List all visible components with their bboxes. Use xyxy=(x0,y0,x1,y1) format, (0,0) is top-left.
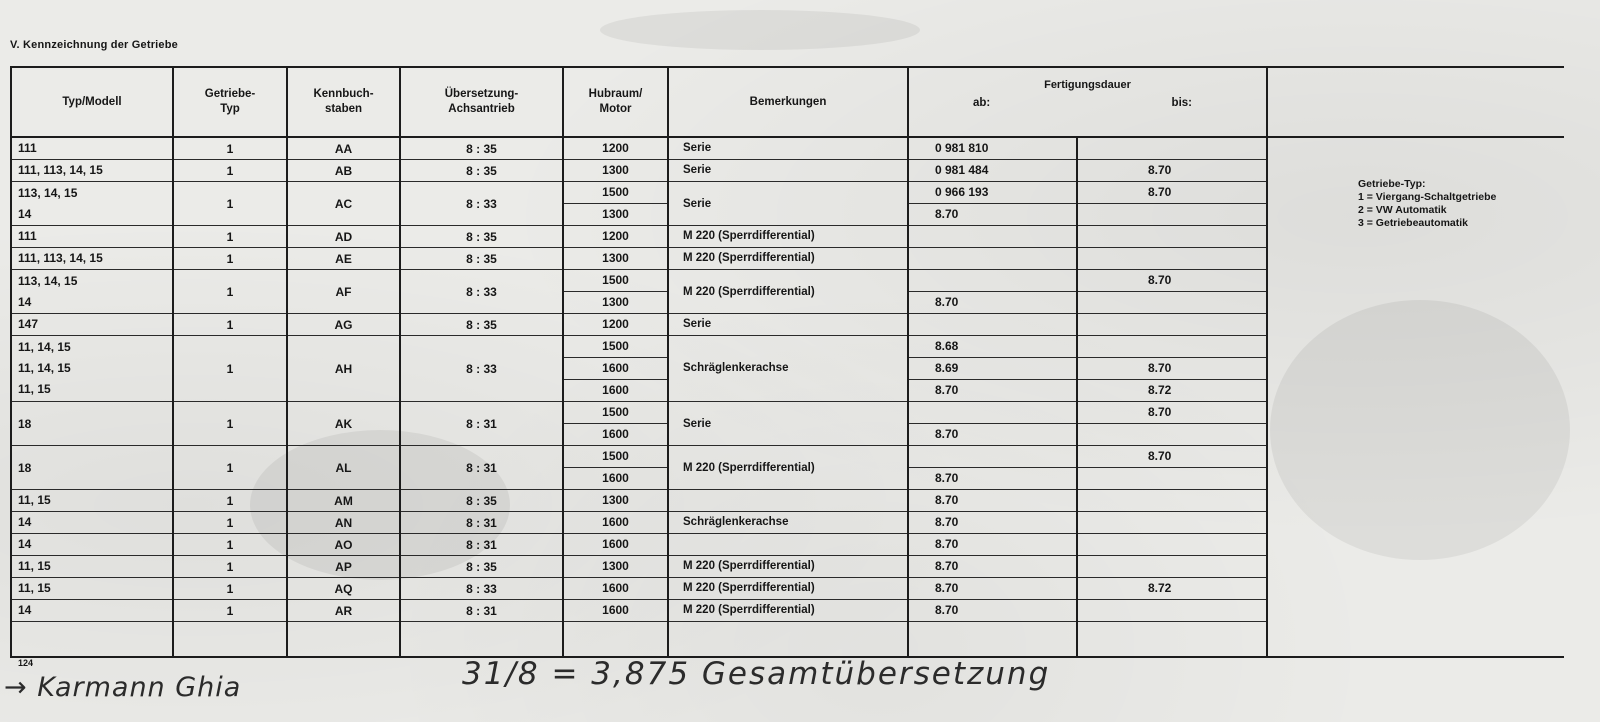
cell-empty xyxy=(1267,556,1564,578)
hubraum-value: 1600 xyxy=(602,471,629,485)
cell-uebersetzung: 8 : 31 xyxy=(400,446,563,490)
handwritten-note-center: 31/8 = 3,875 Gesamtübersetzung xyxy=(462,656,1051,692)
fertigung-bis-value xyxy=(1078,248,1266,269)
gearbox-type-legend xyxy=(1358,178,1496,230)
hubraum-value: 1500 xyxy=(564,270,667,292)
cell-kennbuchstaben: AB xyxy=(287,160,400,182)
fertigung-ab-value: 8.70 xyxy=(935,537,959,551)
cell-hubraum xyxy=(563,556,668,578)
cell-bemerkungen: M 220 (Sperrdifferential) xyxy=(668,446,908,490)
cell-hubraum xyxy=(563,490,668,512)
cell-hubraum xyxy=(563,182,668,226)
hubraum-value: 1200 xyxy=(602,229,629,243)
cell-ab xyxy=(908,578,1077,600)
hubraum-value: 1300 xyxy=(602,163,629,177)
cell-getriebe-typ: 1 xyxy=(173,160,287,182)
cell-kennbuchstaben: AA xyxy=(287,137,400,160)
fertigung-bis-value: 8.72 xyxy=(1148,581,1172,595)
cell-ab xyxy=(908,336,1077,402)
hubraum-value: 1500 xyxy=(564,182,667,204)
table-row xyxy=(11,182,1564,226)
cell-uebersetzung: 8 : 35 xyxy=(400,160,563,182)
fertigung-bis-value xyxy=(1078,138,1266,159)
fertigung-ab-value: 8.70 xyxy=(935,295,959,309)
cell-getriebe-typ: 1 xyxy=(173,336,287,402)
header-fertigungsdauer: Fertigungsdauer ab: bis: xyxy=(908,67,1267,137)
hubraum-value: 1500 xyxy=(564,336,667,358)
table-footer-space xyxy=(11,622,1564,658)
fertigung-bis-value xyxy=(1078,490,1266,511)
fertigung-bis-value xyxy=(1078,534,1266,555)
cell-kennbuchstaben: AR xyxy=(287,600,400,622)
cell-ab xyxy=(908,160,1077,182)
table-row xyxy=(11,137,1564,160)
gearbox-table xyxy=(10,66,1564,658)
cell-typ-modell: 18 xyxy=(11,446,173,490)
cell-bemerkungen: Serie xyxy=(668,402,908,446)
header-bis: bis: xyxy=(1171,97,1192,109)
cell-bemerkungen: Serie xyxy=(668,314,908,336)
fertigung-ab-value: 8.68 xyxy=(909,336,1076,358)
cell-getriebe-typ: 1 xyxy=(173,248,287,270)
cell-bis xyxy=(1077,534,1267,556)
header-bemerkungen: Bemerkungen xyxy=(668,67,908,137)
fertigung-bis-value: 8.70 xyxy=(1148,163,1172,177)
cell-bemerkungen: M 220 (Sperrdifferential) xyxy=(668,600,908,622)
hubraum-value: 1600 xyxy=(602,427,629,441)
cell-kennbuchstaben: AG xyxy=(287,314,400,336)
cell-empty xyxy=(1267,490,1564,512)
cell-bis xyxy=(1077,446,1267,490)
scan-smudge xyxy=(600,10,920,50)
cell-typ-modell: 14 xyxy=(11,600,173,622)
cell-getriebe-typ: 1 xyxy=(173,446,287,490)
cell-hubraum xyxy=(563,578,668,600)
cell-kennbuchstaben: AQ xyxy=(287,578,400,600)
cell-typ-modell: 111, 113, 14, 15 xyxy=(11,160,173,182)
cell-uebersetzung: 8 : 31 xyxy=(400,402,563,446)
cell-uebersetzung: 8 : 35 xyxy=(400,226,563,248)
hubraum-value: 1600 xyxy=(602,383,629,397)
footer-cell xyxy=(11,622,173,658)
cell-bemerkungen: M 220 (Sperrdifferential) xyxy=(668,270,908,314)
fertigung-ab-value: 8.70 xyxy=(935,207,959,221)
cell-uebersetzung: 8 : 33 xyxy=(400,270,563,314)
fertigung-ab-value: 8.70 xyxy=(935,603,959,617)
fertigung-bis-value: 8.70 xyxy=(1078,402,1266,424)
fertigung-ab-value: 0 981 810 xyxy=(935,141,989,155)
cell-hubraum xyxy=(563,226,668,248)
cell-ab xyxy=(908,534,1077,556)
hubraum-value: 1300 xyxy=(602,493,629,507)
cell-hubraum xyxy=(563,160,668,182)
hubraum-value: 1600 xyxy=(602,537,629,551)
cell-kennbuchstaben: AC xyxy=(287,182,400,226)
cell-bis xyxy=(1077,336,1267,402)
cell-bemerkungen: M 220 (Sperrdifferential) xyxy=(668,556,908,578)
cell-typ-modell: 14 xyxy=(11,534,173,556)
fertigung-ab-value: 0 981 484 xyxy=(935,163,989,177)
cell-bis xyxy=(1077,512,1267,534)
hubraum-value: 1600 xyxy=(602,581,629,595)
cell-bis xyxy=(1077,578,1267,600)
header-empty xyxy=(1267,67,1564,137)
cell-bemerkungen: Serie xyxy=(668,137,908,160)
cell-empty xyxy=(1267,600,1564,622)
fertigung-bis-value: 8.72 xyxy=(1148,383,1172,397)
cell-typ-modell: 11, 15 xyxy=(11,578,173,600)
cell-uebersetzung: 8 : 35 xyxy=(400,248,563,270)
hubraum-value: 1500 xyxy=(564,446,667,468)
header-getriebe-typ: Getriebe- Typ xyxy=(173,67,287,137)
cell-ab xyxy=(908,270,1077,314)
hubraum-value: 1300 xyxy=(602,295,629,309)
table-row xyxy=(11,578,1564,600)
cell-typ-modell: 11, 15 xyxy=(11,490,173,512)
cell-hubraum xyxy=(563,336,668,402)
cell-getriebe-typ: 1 xyxy=(173,512,287,534)
fertigung-ab-value xyxy=(909,226,1076,247)
fertigung-ab-value: 8.70 xyxy=(935,493,959,507)
cell-ab xyxy=(908,556,1077,578)
hubraum-value: 1200 xyxy=(602,317,629,331)
cell-bis xyxy=(1077,248,1267,270)
cell-typ-modell: 11, 15 xyxy=(11,556,173,578)
hubraum-value: 1600 xyxy=(602,603,629,617)
hubraum-value: 1600 xyxy=(602,515,629,529)
cell-bis xyxy=(1077,226,1267,248)
header-kennbuchstaben: Kennbuch- staben xyxy=(287,67,400,137)
table-row xyxy=(11,160,1564,182)
hubraum-value: 1300 xyxy=(602,251,629,265)
footer-cell xyxy=(908,622,1077,658)
cell-typ-modell: 11, 14, 15 11, 14, 15 11, 15 xyxy=(11,336,173,402)
cell-kennbuchstaben: AE xyxy=(287,248,400,270)
cell-bis xyxy=(1077,314,1267,336)
footer-cell xyxy=(173,622,287,658)
cell-typ-modell: 113, 14, 15 14 xyxy=(11,270,173,314)
cell-ab xyxy=(908,226,1077,248)
fertigung-bis-value: 8.70 xyxy=(1078,446,1266,468)
legend-item: 2 = VW Automatik xyxy=(1358,204,1447,216)
cell-uebersetzung: 8 : 35 xyxy=(400,137,563,160)
fertigung-bis-value xyxy=(1078,512,1266,533)
fertigung-ab-value: 8.70 xyxy=(935,559,959,573)
cell-uebersetzung: 8 : 31 xyxy=(400,600,563,622)
cell-bis xyxy=(1077,160,1267,182)
cell-empty xyxy=(1267,446,1564,490)
table-row xyxy=(11,534,1564,556)
fertigung-bis-value: 8.70 xyxy=(1078,358,1266,380)
fertigung-ab-value: 8.70 xyxy=(935,471,959,485)
fertigung-ab-value xyxy=(909,314,1076,335)
table-row xyxy=(11,226,1564,248)
header-uebersetzung: Übersetzung- Achsantrieb xyxy=(400,67,563,137)
fertigung-bis-value xyxy=(1078,314,1266,335)
cell-ab xyxy=(908,402,1077,446)
cell-bemerkungen: Serie xyxy=(668,160,908,182)
header-hubraum-motor: Hubraum/ Motor xyxy=(563,67,668,137)
header-row xyxy=(11,67,1564,137)
cell-bis xyxy=(1077,182,1267,226)
cell-ab xyxy=(908,182,1077,226)
cell-hubraum xyxy=(563,534,668,556)
fertigung-ab-value: 8.70 xyxy=(935,427,959,441)
cell-empty xyxy=(1267,336,1564,402)
cell-hubraum xyxy=(563,248,668,270)
cell-hubraum xyxy=(563,270,668,314)
cell-hubraum xyxy=(563,402,668,446)
fertigung-bis-value: 8.70 xyxy=(1078,182,1266,204)
fertigung-bis-value xyxy=(1078,336,1266,358)
cell-empty xyxy=(1267,512,1564,534)
cell-ab xyxy=(908,446,1077,490)
cell-hubraum xyxy=(563,512,668,534)
cell-bemerkungen: M 220 (Sperrdifferential) xyxy=(668,226,908,248)
footer-cell xyxy=(287,622,400,658)
table-row xyxy=(11,336,1564,402)
cell-bis xyxy=(1077,270,1267,314)
fertigung-bis-value xyxy=(1078,292,1266,313)
cell-bis xyxy=(1077,490,1267,512)
footer-cell xyxy=(563,622,668,658)
cell-getriebe-typ: 1 xyxy=(173,314,287,336)
fertigung-ab-value: 8.69 xyxy=(909,358,1076,380)
header-typ-modell: Typ/Modell xyxy=(11,67,173,137)
cell-typ-modell: 14 xyxy=(11,512,173,534)
cell-typ-modell: 147 xyxy=(11,314,173,336)
fertigung-bis-value xyxy=(1078,600,1266,621)
table-row xyxy=(11,490,1564,512)
cell-kennbuchstaben: AK xyxy=(287,402,400,446)
cell-getriebe-typ: 1 xyxy=(173,137,287,160)
cell-getriebe-typ: 1 xyxy=(173,182,287,226)
cell-typ-modell: 18 xyxy=(11,402,173,446)
fertigung-ab-value: 8.70 xyxy=(935,383,959,397)
cell-kennbuchstaben: AO xyxy=(287,534,400,556)
cell-bemerkungen xyxy=(668,490,908,512)
cell-kennbuchstaben: AN xyxy=(287,512,400,534)
fertigung-ab-value: 8.70 xyxy=(935,581,959,595)
fertigung-ab-value xyxy=(909,402,1076,424)
handwritten-note-left: → Karmann Ghia xyxy=(4,672,242,703)
cell-bis xyxy=(1077,600,1267,622)
cell-empty xyxy=(1267,137,1564,160)
footer-cell xyxy=(1267,622,1564,658)
cell-getriebe-typ: 1 xyxy=(173,270,287,314)
fertigung-ab-value: 0 966 193 xyxy=(909,182,1076,204)
cell-bemerkungen: M 220 (Sperrdifferential) xyxy=(668,248,908,270)
cell-uebersetzung: 8 : 35 xyxy=(400,490,563,512)
cell-typ-modell: 111 xyxy=(11,226,173,248)
cell-bemerkungen: Schräglenkerachse xyxy=(668,336,908,402)
cell-uebersetzung: 8 : 33 xyxy=(400,182,563,226)
cell-ab xyxy=(908,248,1077,270)
cell-getriebe-typ: 1 xyxy=(173,490,287,512)
fertigung-bis-value xyxy=(1078,226,1266,247)
table-row xyxy=(11,248,1564,270)
cell-kennbuchstaben: AD xyxy=(287,226,400,248)
cell-uebersetzung: 8 : 31 xyxy=(400,512,563,534)
cell-bis xyxy=(1077,402,1267,446)
section-title: V. Kennzeichnung der Getriebe xyxy=(10,39,178,51)
fertigung-bis-value xyxy=(1078,468,1266,489)
cell-typ-modell: 113, 14, 15 14 xyxy=(11,182,173,226)
header-ab: ab: xyxy=(973,97,991,109)
fertigung-ab-value xyxy=(909,248,1076,269)
cell-uebersetzung: 8 : 31 xyxy=(400,534,563,556)
table-row xyxy=(11,402,1564,446)
hubraum-value: 1300 xyxy=(602,207,629,221)
cell-empty xyxy=(1267,314,1564,336)
table-row xyxy=(11,512,1564,534)
fertigung-bis-value: 8.70 xyxy=(1078,270,1266,292)
cell-bis xyxy=(1077,137,1267,160)
cell-getriebe-typ: 1 xyxy=(173,600,287,622)
table-row xyxy=(11,600,1564,622)
fertigung-ab-value xyxy=(909,446,1076,468)
cell-bemerkungen: M 220 (Sperrdifferential) xyxy=(668,578,908,600)
legend-item: 3 = Getriebeautomatik xyxy=(1358,217,1468,229)
cell-bis xyxy=(1077,556,1267,578)
cell-uebersetzung: 8 : 33 xyxy=(400,578,563,600)
hubraum-value: 1600 xyxy=(564,358,667,380)
page-number: 124 xyxy=(18,658,34,668)
cell-kennbuchstaben: AF xyxy=(287,270,400,314)
table-row xyxy=(11,446,1564,490)
table-row xyxy=(11,314,1564,336)
cell-ab xyxy=(908,600,1077,622)
cell-getriebe-typ: 1 xyxy=(173,578,287,600)
cell-ab xyxy=(908,512,1077,534)
cell-getriebe-typ: 1 xyxy=(173,556,287,578)
footer-cell xyxy=(400,622,563,658)
legend-item: 1 = Viergang-Schaltgetriebe xyxy=(1358,191,1497,203)
fertigung-bis-value xyxy=(1078,556,1266,577)
fertigung-bis-value xyxy=(1078,204,1266,225)
cell-empty xyxy=(1267,534,1564,556)
cell-empty xyxy=(1267,402,1564,446)
cell-bemerkungen: Serie xyxy=(668,182,908,226)
footer-cell xyxy=(668,622,908,658)
cell-ab xyxy=(908,137,1077,160)
cell-uebersetzung: 8 : 33 xyxy=(400,336,563,402)
table-row xyxy=(11,270,1564,314)
fertigung-ab-value: 8.70 xyxy=(935,515,959,529)
cell-empty xyxy=(1267,578,1564,600)
cell-bemerkungen: Schräglenkerachse xyxy=(668,512,908,534)
hubraum-value: 1500 xyxy=(564,402,667,424)
cell-getriebe-typ: 1 xyxy=(173,226,287,248)
cell-kennbuchstaben: AL xyxy=(287,446,400,490)
cell-typ-modell: 111, 113, 14, 15 xyxy=(11,248,173,270)
cell-uebersetzung: 8 : 35 xyxy=(400,314,563,336)
cell-getriebe-typ: 1 xyxy=(173,534,287,556)
fertigung-bis-value xyxy=(1078,424,1266,445)
cell-hubraum xyxy=(563,600,668,622)
cell-hubraum xyxy=(563,314,668,336)
legend-title: Getriebe-Typ: xyxy=(1358,178,1426,190)
fertigung-ab-value xyxy=(909,270,1076,292)
footer-cell xyxy=(1077,622,1267,658)
cell-bemerkungen xyxy=(668,534,908,556)
cell-ab xyxy=(908,490,1077,512)
cell-empty xyxy=(1267,248,1564,270)
hubraum-value: 1300 xyxy=(602,559,629,573)
cell-kennbuchstaben: AH xyxy=(287,336,400,402)
cell-empty xyxy=(1267,270,1564,314)
cell-uebersetzung: 8 : 35 xyxy=(400,556,563,578)
cell-hubraum xyxy=(563,137,668,160)
hubraum-value: 1200 xyxy=(602,141,629,155)
cell-kennbuchstaben: AM xyxy=(287,490,400,512)
table-body xyxy=(11,137,1564,657)
cell-getriebe-typ: 1 xyxy=(173,402,287,446)
cell-hubraum xyxy=(563,446,668,490)
cell-kennbuchstaben: AP xyxy=(287,556,400,578)
cell-typ-modell: 111 xyxy=(11,137,173,160)
cell-ab xyxy=(908,314,1077,336)
table-row xyxy=(11,556,1564,578)
